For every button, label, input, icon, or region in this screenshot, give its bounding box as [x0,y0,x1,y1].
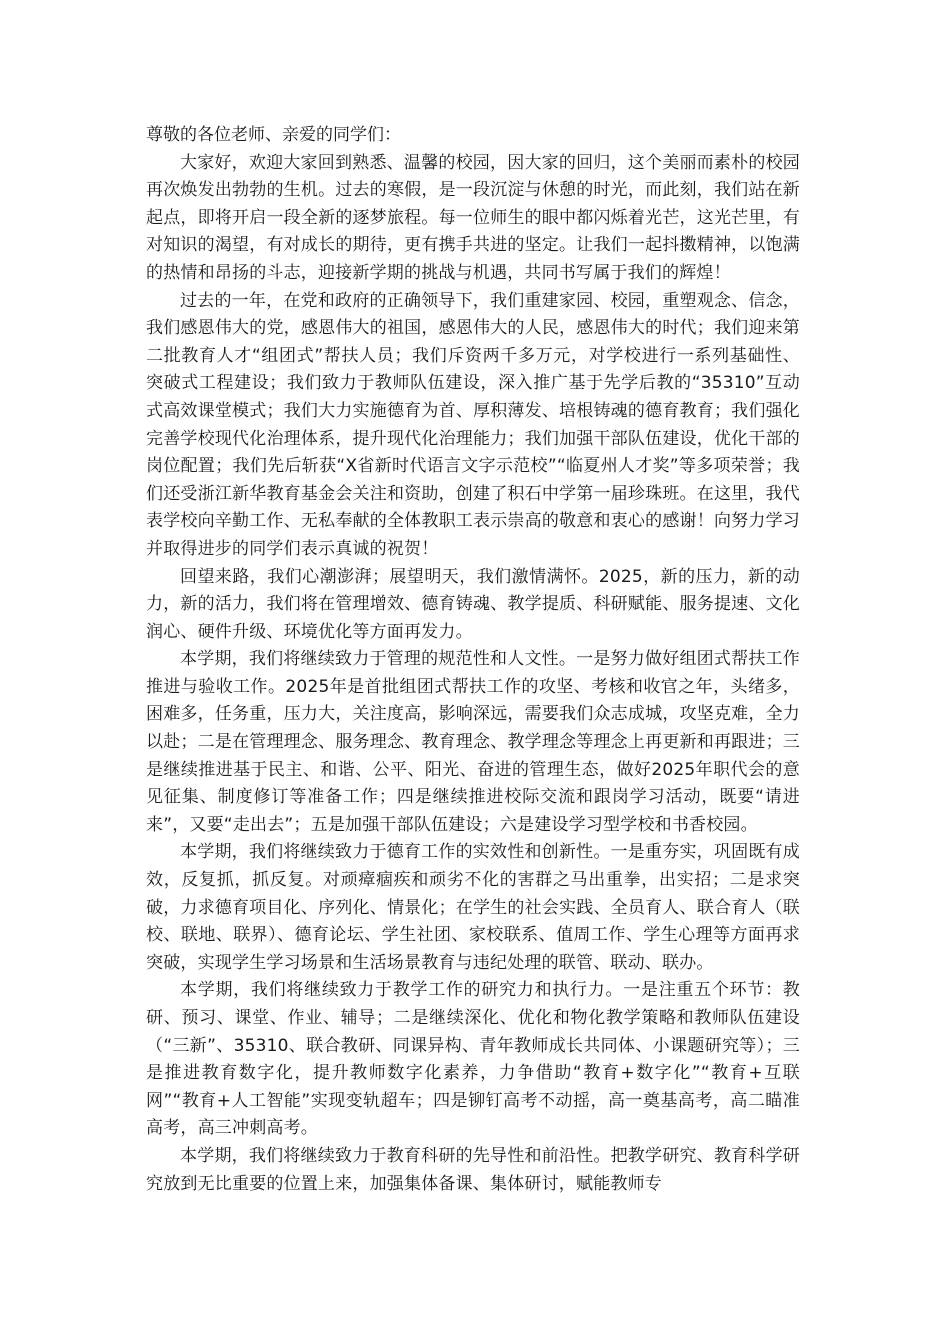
paragraph-past-year: 过去的一年，在党和政府的正确领导下，我们重建家园、校园，重塑观念、信念，我们感恩伟大的党，感恩伟大的祖国，感恩伟大的人民，感恩伟大的时代；我们迎来第二批教育人才“组团式”帮扶人员；我们斥资两千多万元，对学校进行一系列基础性、突破式工程建设；我们致力于教师队伍建设，深入推广基于先学后教的“35310”互动式高效课堂模式；我们大力实施德育为首、厚积薄发、培根铸魂的德育教育；我们强化完善学校现代化治理体系，提升现代化治理能力；我们加强干部队伍建设，优化干部的岗位配置；我们先后斩获“X省新时代语言文字示范校”“临夏州人才奖”等多项荣誉；我们还受浙江新华教育基金会关注和资助，创建了积石中学第一届珍珠班。在这里，我代表学校向辛勤工作、无私奉献的全体教职工表示崇高的敬意和衷心的感谢！向努力学习并取得进步的同学们表示真诚的祝贺！ [146,290,800,559]
paragraph-management: 本学期，我们将继续致力于管理的规范性和人文性。一是努力做好组团式帮扶工作推进与验收工作。2025年是首批组团式帮扶工作的攻坚、考核和收官之年，头绪多，困难多，任务重，压力大，关注度高，影响深远，需要我们众志成城，攻坚克难，全力以赴；二是在管理理念、服务理念、教育理念、教学理念等理念上再更新和再跟进；三是继续推进基于民主、和谐、公平、阳光、奋进的管理生态，做好2025年职代会的意见征集、制度修订等准备工作；四是继续推进校际交流和跟岗学习活动，既要“请进来”，又要“走出去”；五是加强干部队伍建设；六是建设学习型学校和书香校园。 [146,649,800,835]
paragraph-research: 本学期，我们将继续致力于教育科研的先导性和前沿性。把教学研究、教育科学研究放到无比重要的位置上来，加强集体备课、集体研讨，赋能教师专 [146,1145,800,1194]
paragraph-teaching: 本学期，我们将继续致力于教学工作的研究力和执行力。一是注重五个环节：教研、预习、课堂、作业、辅导；二是继续深化、优化和物化教学策略和教师队伍建设（“三新”、35310、联合教研、同课异构、青年教师成长共同体、小课题研究等）；三是推进教育数字化，提升教师数字化素养，力争借助“教育+数字化”“教育+互联网”“教育+人工智能”实现变轨超车；四是铆钉高考不动摇，高一奠基高考，高二瞄准高考，高三冲刺高考。 [146,980,800,1139]
salutation: 尊敬的各位老师、亲爱的同学们： [146,125,401,145]
paragraph-welcome: 大家好，欢迎大家回到熟悉、温馨的校园，因大家的回归，这个美丽而素朴的校园再次焕发出勃勃的生机。过去的寒假，是一段沉淀与休憩的时光，而此刻，我们站在新起点，即将开启一段全新的逐梦旅程。每一位师生的眼中都闪烁着光芒，这光芒里，有对知识的渴望，有对成长的期待，更有携手共进的坚定。让我们一起抖擞精神，以饱满的热情和昂扬的斗志，迎接新学期的挑战与机遇，共同书写属于我们的辉煌！ [146,152,800,283]
document-page [146,122,800,1198]
paragraph-outlook-2025: 回望来路，我们心潮澎湃；展望明天，我们激情满怀。2025，新的压力，新的动力，新的活力，我们将在管理增效、德育铸魂、教学提质、科研赋能、服务提速、文化润心、硬件升级、环境优化等方面再发力。 [146,566,800,642]
paragraph-moral-education: 本学期，我们将继续致力于德育工作的实效性和创新性。一是重夯实，巩固既有成效，反复抓，抓反复。对顽瘴痼疾和顽劣不化的害群之马出重拳，出实招；二是求突破，力求德育项目化、序列化、情景化；在学生的社会实践、全员育人、联合育人（联校、联地、联界）、德育论坛、学生社团、家校联系、值周工作、学生心理等方面再求突破，实现学生学习场景和生活场景教育与违纪处理的联管、联动、联办。 [146,842,800,973]
